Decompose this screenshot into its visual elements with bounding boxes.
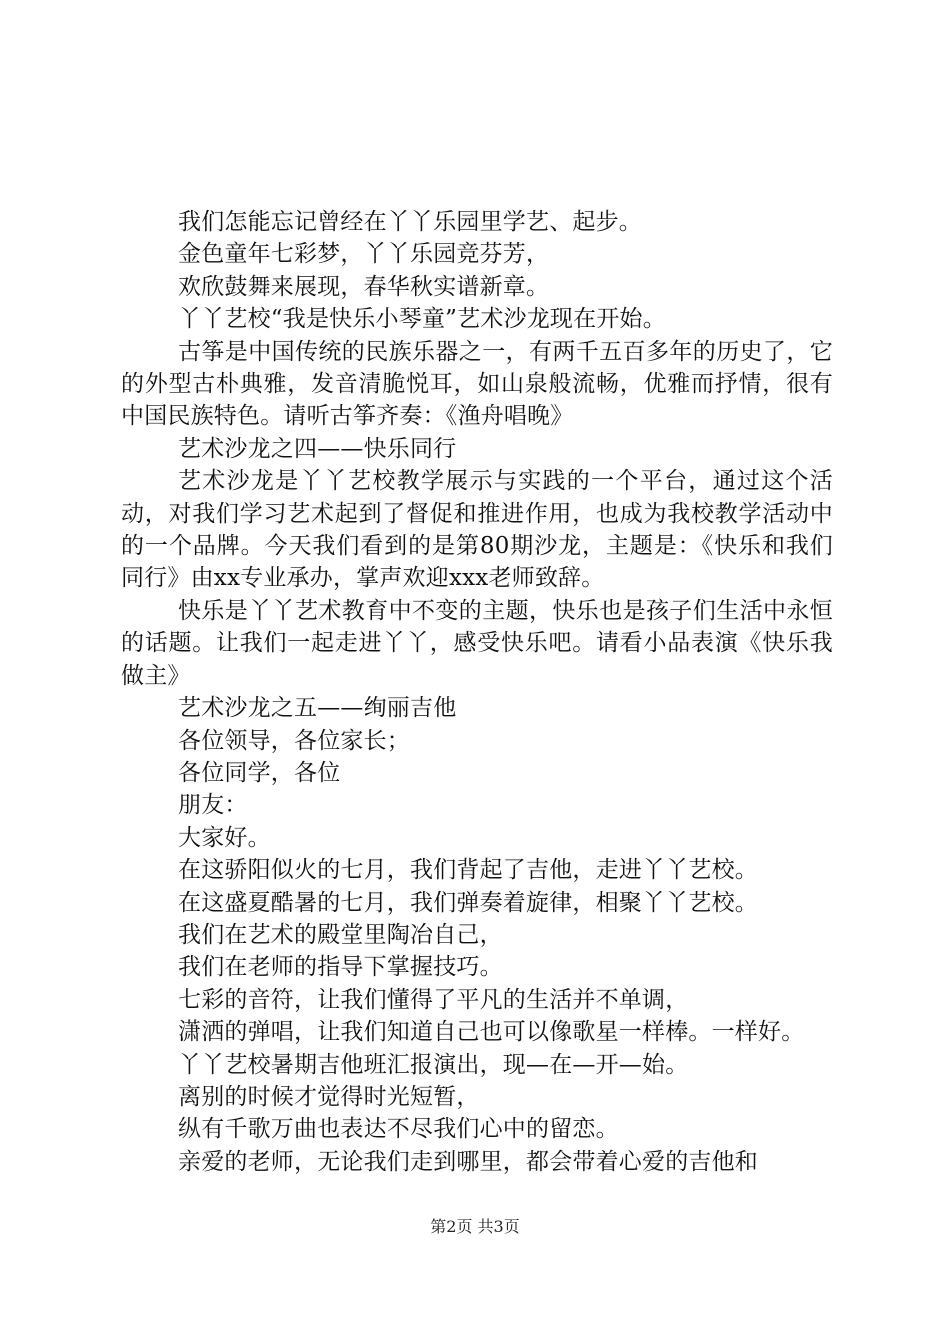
paragraph: 亲爱的老师，无论我们走到哪里，都会带着心爱的吉他和 [178,1148,758,1175]
paragraph: 丫丫艺校“我是快乐小琴童”艺术沙龙现在开始。 [178,306,666,333]
section-heading: 艺术沙龙之四——快乐同行 [178,435,457,462]
paragraph: 快乐是丫丫艺术教育中不变的主题，快乐也是孩子们生活中永恒的话题。让我们一起走进丫丫，感受快乐吧。请看小品表演《快乐我做主》 [121,597,833,689]
paragraph: 在这骄阳似火的七月，我们背起了吉他，走进丫丫艺校。 [178,857,758,884]
document-body [121,206,833,1178]
section-heading: 艺术沙龙之五——绚丽吉他 [178,695,457,722]
paragraph: 在这盛夏酷暑的七月，我们弹奏着旋律，相聚丫丫艺校。 [178,889,758,916]
paragraph: 七彩的音符，让我们懂得了平凡的生活并不单调， [178,986,689,1013]
paragraph: 朋友： [178,792,248,819]
paragraph: 各位领导，各位家长； [178,727,410,754]
paragraph: 丫丫艺校暑期吉他班汇报演出，现—在—开—始。 [178,1051,689,1078]
paragraph: 纵有千歌万曲也表达不尽我们心中的留恋。 [178,1116,619,1143]
paragraph: 我们在老师的指导下掌握技巧。 [178,954,503,981]
paragraph: 各位同学，各位 [178,759,341,786]
paragraph: 我们在艺术的殿堂里陶冶自己， [178,921,503,948]
paragraph: 我们怎能忘记曾经在丫丫乐园里学艺、起步。 [178,209,642,235]
paragraph: 大家好。 [178,824,271,851]
paragraph: 潇洒的弹唱，让我们知道自己也可以像歌星一样棒。一样好。 [178,1019,805,1046]
paragraph: 古筝是中国传统的民族乐器之一，有两千五百多年的历史了，它的外型古朴典雅，发音清脆悦耳，如山泉般流畅，优雅而抒情，很有中国民族特色。请听古筝齐奏：《渔舟唱晚》 [121,338,833,430]
page-number-footer: 第2页 共3页 [430,1217,520,1236]
paragraph: 艺术沙龙是丫丫艺校教学展示与实践的一个平台，通过这个活动，对我们学习艺术起到了督促和推进作用，也成为我校教学活动中的一个品牌。今天我们看到的是第80期沙龙，主题是：《快乐和我们同行》由xx专业承办，掌声欢迎xxx老师致辞。 [121,468,833,592]
paragraph: 欢欣鼓舞来展现，春华秋实谱新章。 [178,273,550,300]
paragraph: 金色童年七彩梦，丫丫乐园竞芬芳， [178,241,550,268]
paragraph: 离别的时候才觉得时光短暂， [178,1083,480,1110]
